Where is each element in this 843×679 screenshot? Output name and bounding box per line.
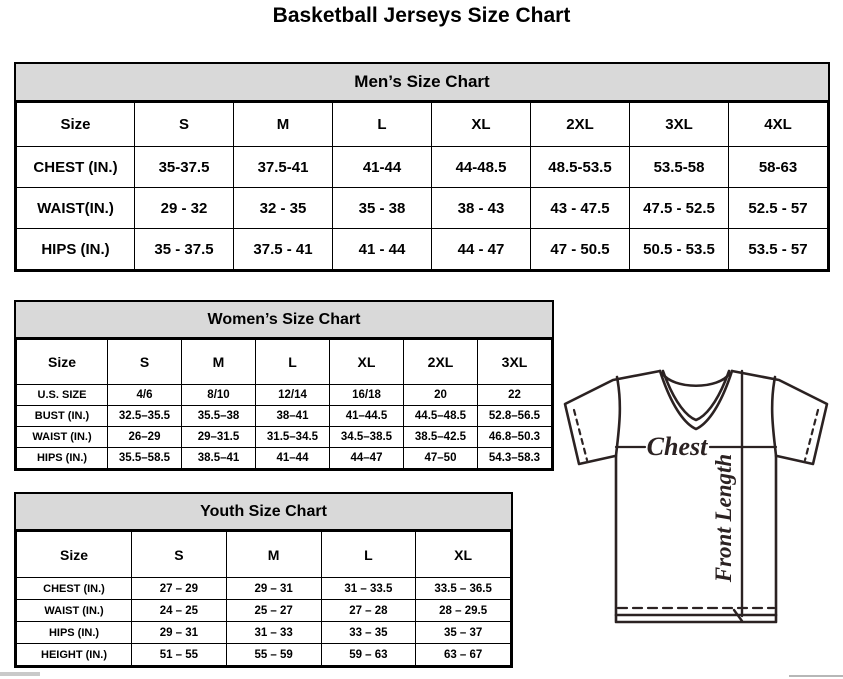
row-label-cell: CHEST (IN.): [17, 147, 135, 188]
corner-header-cell: Size: [17, 532, 132, 578]
horizontal-scrollbar-fragment-left[interactable]: [0, 672, 40, 676]
row-label-cell: HEIGHT (IN.): [17, 644, 132, 666]
measurement-cell: 31 – 33.5: [321, 578, 416, 600]
row-label-cell: WAIST(IN.): [17, 188, 135, 229]
measurement-cell: 38–41: [256, 406, 330, 427]
measurement-cell: 38.5–41: [182, 448, 256, 469]
measurement-cell: 47–50: [404, 448, 478, 469]
chest-label: Chest: [646, 432, 708, 461]
size-column-header: 4XL: [729, 103, 828, 147]
size-column-header: XL: [416, 532, 511, 578]
measurement-cell: 8/10: [182, 385, 256, 406]
measurement-cell: 52.8–56.5: [478, 406, 552, 427]
womens-size-chart: [14, 300, 554, 471]
table-row: [17, 406, 552, 427]
measurement-cell: 29 – 31: [132, 622, 227, 644]
size-column-header: XL: [432, 103, 531, 147]
measurement-cell: 33.5 – 36.5: [416, 578, 511, 600]
size-column-header: 3XL: [630, 103, 729, 147]
size-column-header: S: [108, 340, 182, 385]
measurement-cell: 35.5–58.5: [108, 448, 182, 469]
measurement-cell: 41–44.5: [330, 406, 404, 427]
measurement-cell: 4/6: [108, 385, 182, 406]
measurement-cell: 38.5–42.5: [404, 427, 478, 448]
row-label-cell: WAIST (IN.): [17, 427, 108, 448]
size-header-row: [17, 103, 828, 147]
measurement-cell: 54.3–58.3: [478, 448, 552, 469]
table-row: [17, 622, 511, 644]
size-column-header: 3XL: [478, 340, 552, 385]
measurement-cell: 35 - 38: [333, 188, 432, 229]
measurement-cell: 37.5 - 41: [234, 229, 333, 270]
size-column-header: 2XL: [404, 340, 478, 385]
page-title: Basketball Jerseys Size Chart: [272, 4, 571, 27]
measurement-cell: 50.5 - 53.5: [630, 229, 729, 270]
measurement-cell: 31 – 33: [226, 622, 321, 644]
measurement-cell: 35 - 37.5: [135, 229, 234, 270]
measurement-cell: 33 – 35: [321, 622, 416, 644]
youth-size-table: [16, 531, 511, 666]
measurement-cell: 51 – 55: [132, 644, 227, 666]
table-row: [17, 448, 552, 469]
measurement-cell: 44-48.5: [432, 147, 531, 188]
measurement-cell: 44–47: [330, 448, 404, 469]
table-row: [17, 229, 828, 270]
youth-size-chart-title: Youth Size Chart: [16, 494, 511, 531]
table-row: [17, 385, 552, 406]
measurement-cell: 47.5 - 52.5: [630, 188, 729, 229]
measurement-cell: 59 – 63: [321, 644, 416, 666]
measurement-cell: 41-44: [333, 147, 432, 188]
size-column-header: L: [256, 340, 330, 385]
table-row: [17, 644, 511, 666]
measurement-cell: 25 – 27: [226, 600, 321, 622]
size-header-row: [17, 532, 511, 578]
measurement-cell: 55 – 59: [226, 644, 321, 666]
measurement-cell: 44 - 47: [432, 229, 531, 270]
row-label-cell: HIPS (IN.): [17, 622, 132, 644]
measurement-cell: 16/18: [330, 385, 404, 406]
measurement-cell: 35-37.5: [135, 147, 234, 188]
table-row: [17, 600, 511, 622]
measurement-cell: 41–44: [256, 448, 330, 469]
measurement-cell: 48.5-53.5: [531, 147, 630, 188]
size-column-header: S: [132, 532, 227, 578]
corner-header-cell: Size: [17, 103, 135, 147]
size-column-header: L: [333, 103, 432, 147]
measurement-cell: 27 – 29: [132, 578, 227, 600]
row-label-cell: CHEST (IN.): [17, 578, 132, 600]
size-column-header: S: [135, 103, 234, 147]
measurement-cell: 22: [478, 385, 552, 406]
measurement-cell: 63 – 67: [416, 644, 511, 666]
measurement-cell: 28 – 29.5: [416, 600, 511, 622]
measurement-cell: 52.5 - 57: [729, 188, 828, 229]
measurement-cell: 29 – 31: [226, 578, 321, 600]
size-column-header: 2XL: [531, 103, 630, 147]
size-column-header: XL: [330, 340, 404, 385]
row-label-cell: U.S. SIZE: [17, 385, 108, 406]
measurement-cell: 27 – 28: [321, 600, 416, 622]
measurement-cell: 29–31.5: [182, 427, 256, 448]
measurement-cell: 34.5–38.5: [330, 427, 404, 448]
measurement-cell: 47 - 50.5: [531, 229, 630, 270]
measurement-cell: 35.5–38: [182, 406, 256, 427]
jersey-measurement-diagram: [561, 363, 837, 653]
measurement-cell: 37.5-41: [234, 147, 333, 188]
measurement-cell: 31.5–34.5: [256, 427, 330, 448]
measurement-cell: 12/14: [256, 385, 330, 406]
measurement-cell: 29 - 32: [135, 188, 234, 229]
measurement-cell: 38 - 43: [432, 188, 531, 229]
size-column-header: L: [321, 532, 416, 578]
row-label-cell: HIPS (IN.): [17, 448, 108, 469]
measurement-cell: 58-63: [729, 147, 828, 188]
measurement-cell: 53.5 - 57: [729, 229, 828, 270]
size-column-header: M: [182, 340, 256, 385]
size-header-row: [17, 340, 552, 385]
mens-size-chart-title: Men’s Size Chart: [16, 64, 828, 102]
size-column-header: M: [234, 103, 333, 147]
jersey-outline-drawing: [561, 363, 837, 653]
measurement-cell: 32.5–35.5: [108, 406, 182, 427]
row-label-cell: HIPS (IN.): [17, 229, 135, 270]
measurement-cell: 44.5–48.5: [404, 406, 478, 427]
womens-size-table: [16, 339, 552, 469]
measurement-cell: 53.5-58: [630, 147, 729, 188]
mens-size-chart: [14, 62, 830, 272]
womens-size-chart-title: Women’s Size Chart: [16, 302, 552, 339]
measurement-cell: 26–29: [108, 427, 182, 448]
table-row: [17, 188, 828, 229]
table-row: [17, 578, 511, 600]
corner-header-cell: Size: [17, 340, 108, 385]
table-row: [17, 147, 828, 188]
row-label-cell: WAIST (IN.): [17, 600, 132, 622]
horizontal-scrollbar-fragment-right[interactable]: [789, 675, 843, 677]
measurement-cell: 32 - 35: [234, 188, 333, 229]
table-row: [17, 427, 552, 448]
measurement-cell: 46.8–50.3: [478, 427, 552, 448]
front-length-label: Front Length: [711, 453, 736, 583]
mens-size-table: [16, 102, 828, 270]
measurement-cell: 24 – 25: [132, 600, 227, 622]
measurement-cell: 43 - 47.5: [531, 188, 630, 229]
size-column-header: M: [226, 532, 321, 578]
youth-size-chart: [14, 492, 513, 668]
measurement-cell: 41 - 44: [333, 229, 432, 270]
measurement-cell: 35 – 37: [416, 622, 511, 644]
measurement-cell: 20: [404, 385, 478, 406]
row-label-cell: BUST (IN.): [17, 406, 108, 427]
